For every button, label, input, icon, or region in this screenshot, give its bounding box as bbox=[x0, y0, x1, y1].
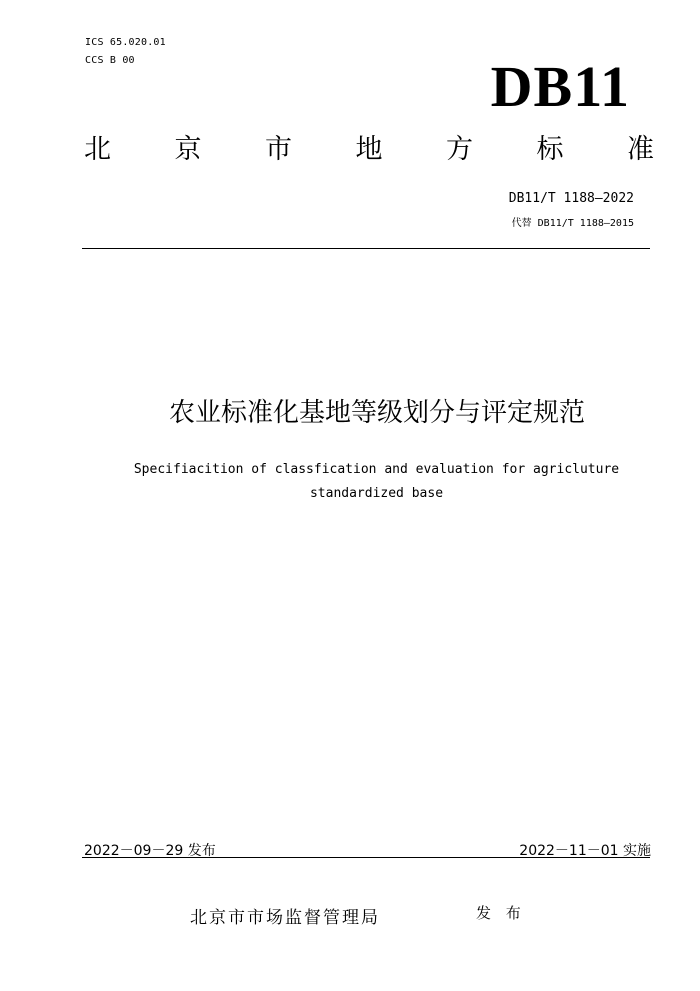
footer-divider bbox=[82, 857, 650, 858]
standard-code-logo: DB11 bbox=[490, 54, 630, 119]
english-title-line: standardized base bbox=[309, 486, 444, 501]
replaces-standard: 代替 DB11/T 1188—2015 bbox=[511, 218, 634, 229]
ccs-code: CCS B 00 bbox=[85, 55, 135, 66]
standard-type-char: 标 bbox=[536, 134, 564, 165]
standard-type-char: 方 bbox=[446, 134, 473, 165]
document-title-english bbox=[75, 458, 678, 506]
standard-type-heading bbox=[84, 136, 654, 163]
issue-label: 发 布 bbox=[476, 904, 526, 922]
standard-type-char: 市 bbox=[265, 134, 292, 165]
issuing-authority: 北京市市场监督管理局 bbox=[190, 908, 380, 928]
standard-type-char: 准 bbox=[627, 134, 654, 165]
ics-code: ICS 65.020.01 bbox=[85, 37, 166, 48]
standard-type-char: 地 bbox=[355, 134, 383, 165]
standard-type-char: 京 bbox=[174, 134, 202, 165]
implement-date: 2022－11－01 实施 bbox=[519, 843, 651, 859]
publish-date: 2022－09－29 发布 bbox=[84, 843, 216, 859]
standard-number: DB11/T 1188—2022 bbox=[508, 191, 634, 206]
header-divider bbox=[82, 248, 650, 249]
english-title-line: Specifiacition of classfication and evaluation for agricluture bbox=[133, 462, 620, 477]
document-title-chinese: 农业标准化基地等级划分与评定规范 bbox=[168, 398, 585, 428]
standard-type-char: 北 bbox=[84, 134, 111, 165]
